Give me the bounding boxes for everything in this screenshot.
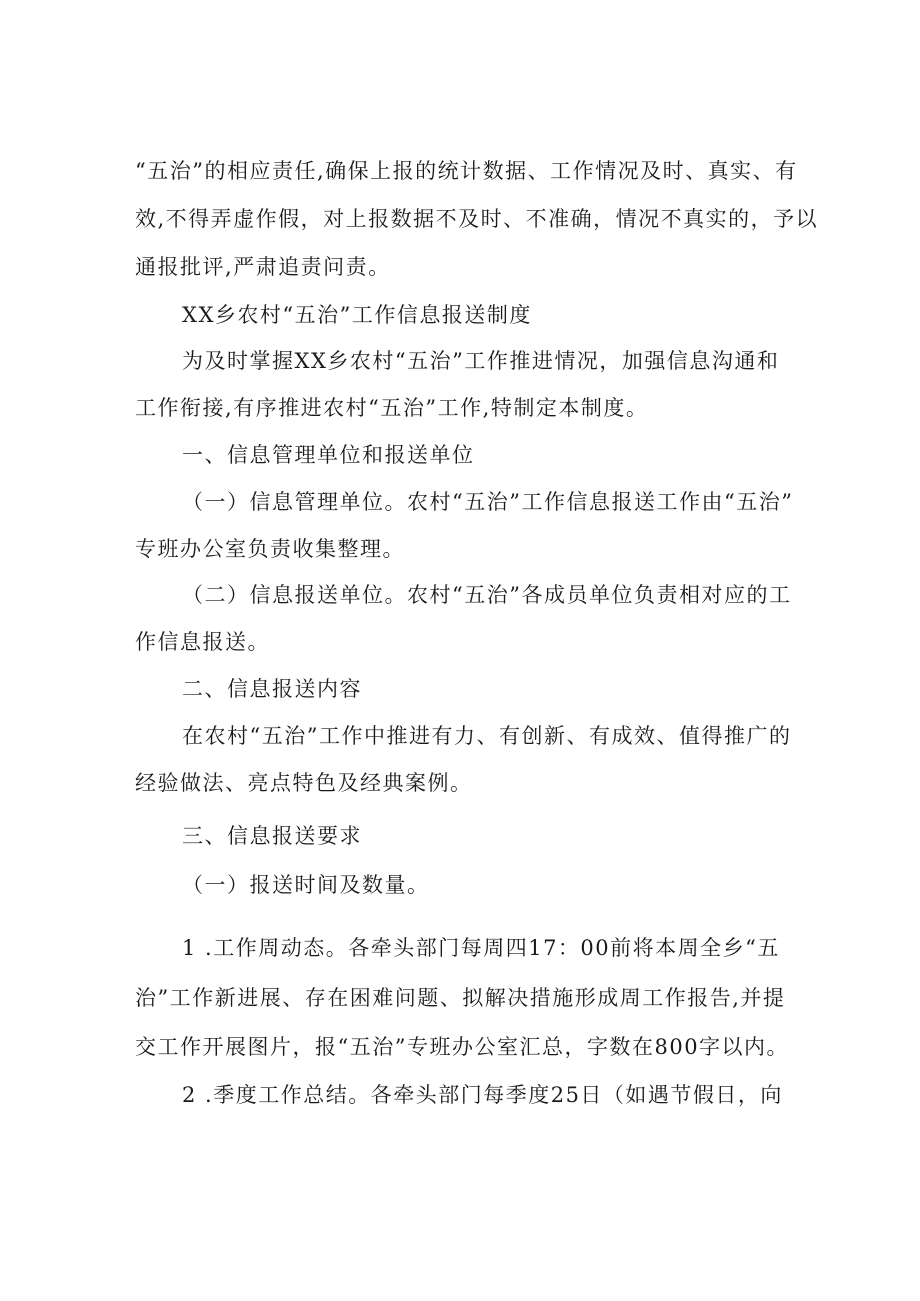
paragraph-line: 作信息报送。 <box>135 630 270 654</box>
section-heading: 三、信息报送要求 <box>182 824 362 848</box>
section-title: XX乡农村“五治”工作信息报送制度 <box>182 303 532 327</box>
paragraph-line: 1 .工作周动态。各牵头部门每周四17：00前将本周全乡“五 <box>182 936 780 960</box>
paragraph-line: （一）报送时间及数量。 <box>182 873 430 897</box>
paragraph-line: （一）信息管理单位。农村“五治”工作信息报送工作由“五治” <box>182 490 794 514</box>
paragraph-line: 为及时掌握XX乡农村“五治”工作推进情况，加强信息沟通和 <box>182 349 780 373</box>
paragraph-line: 效,不得弄虚作假，对上报数据不及时、不准确，情况不真实的，予以 <box>135 207 819 231</box>
paragraph-line: “五治”的相应责任,确保上报的统计数据、工作情况及时、真实、有 <box>135 159 798 183</box>
paragraph-line: 交工作开展图片，报“五治”专班办公室汇总，字数在800字以内。 <box>135 1035 790 1059</box>
paragraph-line: 治”工作新进展、存在困难问题、拟解决措施形成周工作报告,并提 <box>135 986 786 1010</box>
paragraph-line: 工作衔接,有序推进农村“五治”工作,特制定本制度。 <box>135 396 649 420</box>
paragraph-line: 经验做法、亮点特色及经典案例。 <box>135 771 473 795</box>
paragraph-line: 通报批评,严肃追责问责。 <box>135 255 391 279</box>
paragraph-line: 专班办公室负责收集整理。 <box>135 537 405 561</box>
paragraph-line: 在农村“五治”工作中推进有力、有创新、有成效、值得推广的 <box>182 724 792 748</box>
paragraph-line: 2 .季度工作总结。各牵头部门每季度25日（如遇节假日，向 <box>182 1083 783 1107</box>
section-heading: 二、信息报送内容 <box>182 677 362 701</box>
section-heading: 一、信息管理单位和报送单位 <box>182 443 475 467</box>
paragraph-line: （二）信息报送单位。农村“五治”各成员单位负责相对应的工 <box>182 583 792 607</box>
